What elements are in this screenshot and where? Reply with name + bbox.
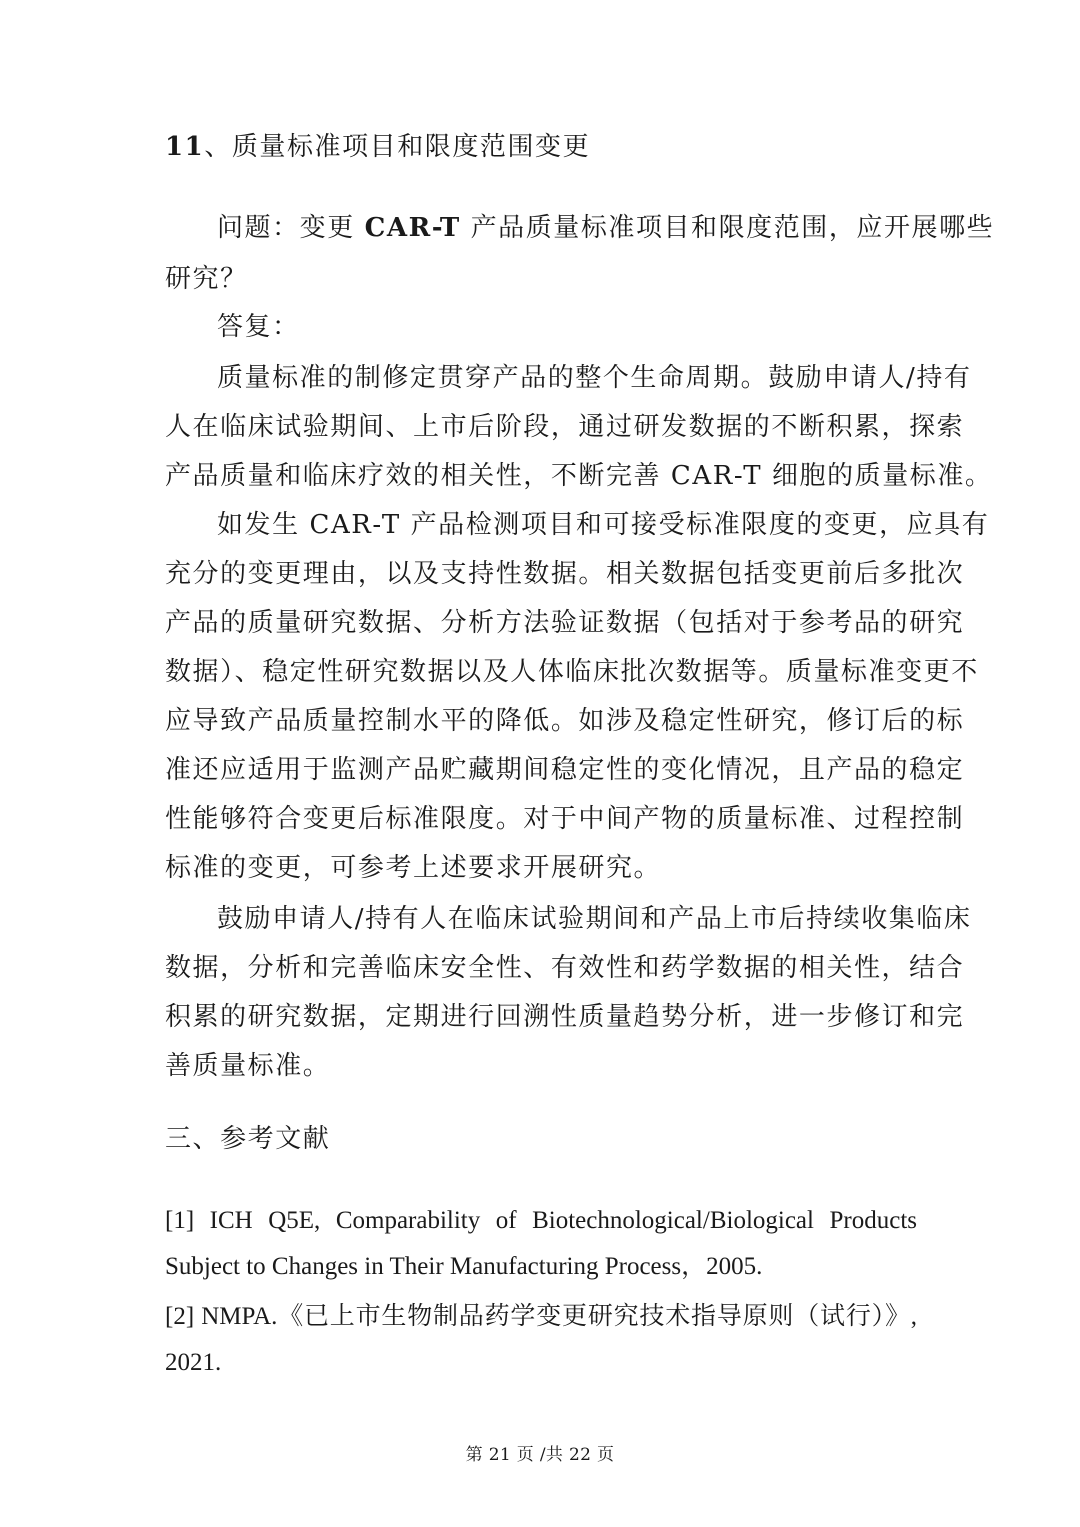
p1-line-2: 人在临床试验期间、上市后阶段，通过研发数据的不断积累，探索: [165, 412, 965, 442]
p2-line-1: 如发生 CAR-T 产品检测项目和可接受标准限度的变更，应具有: [217, 510, 990, 540]
section-title: 、质量标准项目和限度范围变更: [204, 132, 591, 162]
reference-2-line-2: 2021.: [165, 1349, 222, 1376]
p3-line-1: 鼓励申请人/持有人在临床试验期间和产品上市后持续收集临床: [217, 904, 972, 934]
p3-line-2: 数据，分析和完善临床安全性、有效性和药学数据的相关性，结合: [165, 953, 965, 983]
question-line-2: 研究？: [165, 264, 248, 294]
p2-line-3: 产品的质量研究数据、分析方法验证数据（包括对于参考品的研究: [165, 608, 965, 638]
p1-line-3: 产品质量和临床疗效的相关性，不断完善 CAR-T 细胞的质量标准。: [165, 461, 993, 491]
reference-2-line-1: [2] NMPA.《已上市生物制品药学变更研究技术指导原则（试行）》,: [165, 1303, 917, 1330]
p2-line-7: 性能够符合变更后标准限度。对于中间产物的质量标准、过程控制: [165, 804, 965, 834]
p2-line-4: 数据）、稳定性研究数据以及人体临床批次数据等。质量标准变更不: [165, 657, 979, 687]
question-bold-term: CAR-T: [364, 213, 461, 243]
reference-1-line-1: [1] ICH Q5E, Comparability of Biotechnological/Biological Products: [165, 1207, 917, 1234]
question-suffix: 产品质量标准项目和限度范围，应开展哪些: [470, 213, 995, 243]
section-heading: [165, 130, 917, 164]
p2-line-8: 标准的变更，可参考上述要求开展研究。: [165, 853, 662, 883]
references-heading: 三、参考文献: [165, 1124, 331, 1154]
p2-line-6: 准还应适用于监测产品贮藏期间稳定性的变化情况，且产品的稳定: [165, 755, 965, 785]
p2-line-5: 应导致产品质量控制水平的降低。如涉及稳定性研究，修订后的标: [165, 706, 965, 736]
section-number: 11: [165, 132, 205, 162]
p3-line-3: 积累的研究数据，定期进行回溯性质量趋势分析，进一步修订和完: [165, 1002, 965, 1032]
answer-label: 答复：: [217, 312, 300, 342]
p2-line-2: 充分的变更理由，以及支持性数据。相关数据包括变更前后多批次: [165, 559, 965, 589]
page-number-footer: 第 21 页 /共 22 页: [465, 1445, 615, 1465]
question-line-1: [217, 211, 995, 245]
reference-1-line-2: Subject to Changes in Their Manufacturing Process，2005.: [165, 1253, 763, 1280]
question-prefix: 问题：变更: [217, 213, 355, 243]
p1-line-1: 质量标准的制修定贯穿产品的整个生命周期。鼓励申请人/持有: [217, 363, 972, 393]
p3-line-4: 善质量标准。: [165, 1051, 331, 1081]
